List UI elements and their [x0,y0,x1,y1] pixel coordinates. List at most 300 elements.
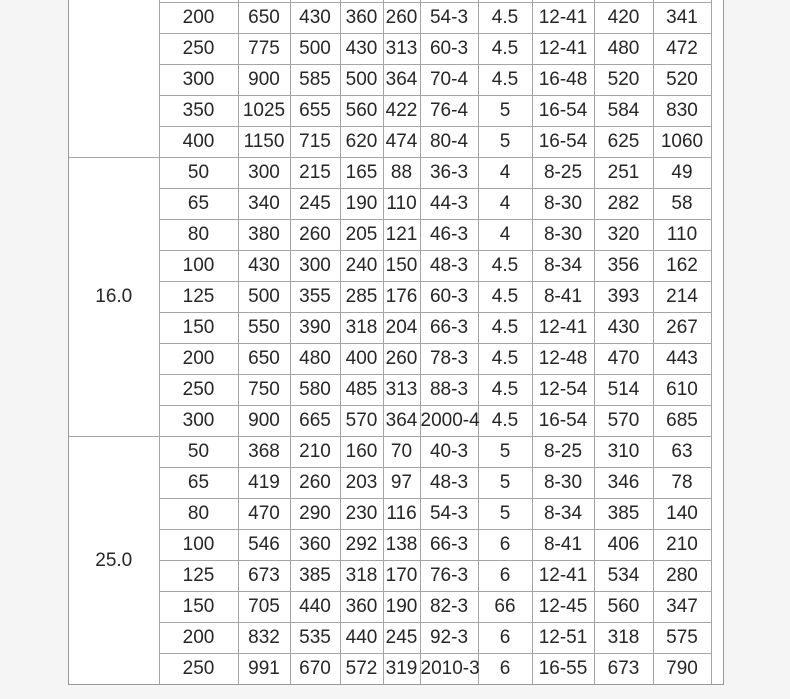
table-cell-value: 347 [666,596,698,617]
table-cell [238,468,290,499]
table-cell-value: 485 [345,379,378,400]
table-cell-value: 406 [607,534,640,555]
table-cell [238,189,290,220]
table-cell-value: 520 [607,69,640,90]
table-cell-value: 474 [385,131,418,152]
table-cell [340,375,383,406]
table-cell-value: 8-30 [543,193,583,214]
table-cell [478,96,532,127]
table-cell [340,3,383,34]
table-cell [478,654,532,685]
table-cell [340,127,383,158]
table-cell-value: 245 [385,627,418,648]
table-cell [290,251,340,282]
table-cell [238,220,290,251]
table-row [69,468,723,499]
table-cell-value: 620 [345,131,378,152]
table-cell-value: 92-3 [429,627,469,648]
table-cell-value: 4.5 [491,410,519,431]
table-cell [532,499,594,530]
table-cell-value: 160 [345,441,378,462]
table-cell [383,313,420,344]
table-cell-value: 176 [385,286,418,307]
table-cell-value: 65 [187,193,210,214]
table-cell-value: 470 [248,503,280,524]
spec-table [69,0,723,684]
table-cell [420,34,478,65]
table-cell-value: 575 [666,627,698,648]
table-cell [383,592,420,623]
table-right-gutter [711,251,723,282]
table-right-gutter [711,313,723,344]
table-cell-value: 16-54 [538,410,588,431]
table-cell [478,561,532,592]
table-cell-value: 251 [607,162,640,183]
table-cell [238,3,290,34]
table-cell-value: 1150 [243,131,285,152]
table-cell-value: 430 [248,255,280,276]
table-cell-value: 12-41 [538,7,588,28]
table-cell [383,127,420,158]
table-cell-value: 673 [607,658,640,679]
table-cell [594,499,653,530]
table-cell [238,251,290,282]
table-cell-value: 12-41 [538,317,588,338]
table-cell-value: 665 [299,410,331,431]
table-row [69,313,723,344]
table-cell [653,220,711,251]
table-cell-value: 400 [345,348,378,369]
table-cell-value: 200 [182,348,215,369]
table-cell [478,220,532,251]
table-cell [532,592,594,623]
table-cell-value: 76-3 [429,565,469,586]
table-cell [653,3,711,34]
table-cell [383,158,420,189]
table-cell-value: 8-34 [543,503,583,524]
table-cell [340,344,383,375]
table-cell-value: 205 [345,224,378,245]
table-cell-value: 50 [187,441,210,462]
table-cell-value: 8-41 [543,534,583,555]
table-cell-value: 48-3 [429,255,469,276]
table-cell [420,251,478,282]
table-cell [478,127,532,158]
table-cell-value: 267 [666,317,698,338]
table-cell [383,623,420,654]
table-right-gutter [711,654,723,685]
table-cell-value: 60-3 [429,38,469,59]
table-cell [159,375,238,406]
table-cell [383,3,420,34]
table-cell-value: 48-3 [429,472,469,493]
table-cell [532,158,594,189]
table-cell [238,313,290,344]
table-cell [238,375,290,406]
table-cell-value: 535 [299,627,331,648]
table-cell-value: 260 [385,348,418,369]
table-cell-value: 215 [299,162,331,183]
table-cell [159,468,238,499]
table-right-gutter [711,220,723,251]
table-cell-value: 572 [345,658,378,679]
table-cell-value: 4.5 [491,286,519,307]
table-cell-value: 570 [345,410,378,431]
table-cell [420,406,478,437]
table-cell-value: 12-51 [538,627,588,648]
table-cell [290,3,340,34]
table-cell [159,313,238,344]
table-cell [594,65,653,96]
table-cell [290,561,340,592]
table-cell-value: 393 [607,286,640,307]
table-cell-value: 36-3 [429,162,469,183]
table-cell-value: 360 [345,596,378,617]
table-cell [340,623,383,654]
table-cell-value: 250 [182,38,215,59]
table-cell-value: 214 [666,286,698,307]
table-cell-value: 340 [248,193,280,214]
table-cell-value: 650 [248,7,280,28]
table-cell [383,34,420,65]
table-cell [420,561,478,592]
table-cell-value: 110 [386,193,417,214]
table-cell [594,158,653,189]
table-cell-value: 300 [182,410,215,431]
table-cell [290,220,340,251]
table-cell [532,3,594,34]
table-row [69,96,723,127]
table-cell-value: 440 [345,627,378,648]
table-cell-value: 230 [345,503,378,524]
table-cell-value: 685 [666,410,698,431]
table-cell [290,375,340,406]
table-cell-value: 70-4 [429,69,469,90]
table-cell-value: 280 [666,565,698,586]
table-cell-value: 520 [666,69,698,90]
table-cell [532,313,594,344]
table-cell [383,561,420,592]
table-row [69,3,723,34]
table-cell-value: 360 [299,534,331,555]
table-cell [238,158,290,189]
table-cell [290,530,340,561]
table-cell-value: 4.5 [491,38,519,59]
table-cell [594,34,653,65]
table-cell [478,406,532,437]
table-cell-value: 500 [345,69,378,90]
table-cell-value: 80 [187,224,210,245]
table-cell [238,344,290,375]
table-cell [340,406,383,437]
table-cell-value: 204 [385,317,418,338]
table-cell [340,313,383,344]
table-cell-value: 625 [607,131,640,152]
table-cell-value: 12-45 [538,596,588,617]
table-cell-value: 584 [607,100,640,121]
table-cell-value: 5 [499,503,511,524]
table-cell [532,561,594,592]
table-cell [653,561,711,592]
table-cell [159,499,238,530]
table-cell [594,313,653,344]
table-cell [290,654,340,685]
table-cell [420,96,478,127]
table-cell-value: 110 [666,224,698,245]
table-cell-value: 320 [607,224,640,245]
table-cell [159,189,238,220]
table-cell [653,592,711,623]
table-cell-value: 419 [248,472,280,493]
table-cell-value: 610 [666,379,698,400]
table-cell-value: 66-3 [429,317,469,338]
table-cell-value: 355 [299,286,331,307]
table-cell [238,282,290,313]
table-cell [383,344,420,375]
table-cell-value: 6 [499,658,511,679]
table-cell [478,282,532,313]
table-cell [290,499,340,530]
table-right-gutter [711,437,723,468]
table-cell-value: 125 [182,286,215,307]
table-cell [383,251,420,282]
table-row [69,406,723,437]
table-cell-value: 585 [299,69,331,90]
table-cell-value: 190 [385,596,418,617]
table-cell [340,437,383,468]
table-cell-value: 16-48 [538,69,588,90]
table-cell [290,468,340,499]
table-cell-value: 12-41 [538,565,588,586]
table-cell [532,96,594,127]
table-cell [290,158,340,189]
table-cell [478,592,532,623]
table-right-gutter [711,592,723,623]
table-cell [340,468,383,499]
table-cell-value: 422 [385,100,418,121]
table-cell [478,251,532,282]
table-right-gutter [711,158,723,189]
table-cell [594,96,653,127]
group-label: 16.0 [69,158,159,437]
table-cell [594,127,653,158]
table-cell [653,468,711,499]
table-cell [290,592,340,623]
table-cell-value: 2000-4 [420,410,480,431]
table-cell [383,220,420,251]
table-cell-value: 250 [182,379,215,400]
table-cell-value: 16-54 [538,131,588,152]
table-cell-value: 318 [345,317,378,338]
table-cell [159,437,238,468]
table-cell-value: 313 [385,38,418,59]
table-cell [159,530,238,561]
table-cell [653,127,711,158]
table-cell-value: 170 [385,565,418,586]
table-cell-value: 282 [607,193,640,214]
table-cell-value: 420 [607,7,640,28]
table-right-gutter [711,34,723,65]
table-cell-value: 341 [666,7,698,28]
table-cell [653,530,711,561]
table-cell-value: 2010-3 [420,658,480,679]
table-cell [159,592,238,623]
table-cell [653,406,711,437]
table-cell [532,34,594,65]
table-cell-value: 5 [499,441,511,462]
table-row [69,623,723,654]
table-cell [594,375,653,406]
table-cell-value: 8-30 [543,472,583,493]
table-cell-value: 5 [499,472,511,493]
table-cell [290,406,340,437]
table-cell-value: 385 [607,503,640,524]
table-cell [594,344,653,375]
table-cell-value: 750 [248,379,280,400]
table-cell [420,158,478,189]
table-cell-value: 443 [666,348,698,369]
table-cell-value: 900 [248,410,280,431]
table-row [69,592,723,623]
table-cell-value: 88 [390,162,413,183]
spec-table-container [68,0,724,685]
table-cell-value: 16-55 [538,658,588,679]
table-cell [532,530,594,561]
table-cell [290,96,340,127]
table-cell-value: 63 [671,441,693,462]
table-cell [340,96,383,127]
table-cell-value: 8-30 [543,224,583,245]
table-cell-value: 76-4 [429,100,469,121]
table-cell [238,592,290,623]
table-cell-value: 50 [187,162,210,183]
table-cell-value: 65 [187,472,210,493]
table-cell [420,499,478,530]
table-cell-value: 310 [607,441,640,462]
table-cell [420,437,478,468]
table-cell [159,344,238,375]
table-cell [290,282,340,313]
table-cell-value: 673 [248,565,280,586]
table-cell [653,437,711,468]
table-cell [420,623,478,654]
table-cell [159,406,238,437]
table-cell [340,282,383,313]
table-cell [532,468,594,499]
table-cell [478,375,532,406]
table-cell [653,313,711,344]
table-cell-value: 190 [345,193,378,214]
table-cell [159,623,238,654]
table-cell-value: 560 [607,596,640,617]
table-cell [159,96,238,127]
table-cell [594,406,653,437]
table-cell [159,3,238,34]
table-cell-value: 300 [299,255,331,276]
table-cell-value: 292 [345,534,378,555]
table-cell [383,499,420,530]
table-cell-value: 1025 [242,100,286,121]
table-cell-value: 4 [499,162,511,183]
table-cell-value: 650 [248,348,280,369]
table-cell-value: 290 [299,503,331,524]
table-cell [238,127,290,158]
table-cell-value: 318 [607,627,640,648]
table-cell [532,220,594,251]
table-cell-value: 580 [299,379,331,400]
table-cell-value: 200 [182,7,215,28]
table-cell-value: 210 [299,441,331,462]
table-cell [290,623,340,654]
table-cell-value: 830 [666,100,698,121]
table-cell [532,437,594,468]
table-cell-value: 58 [671,193,693,214]
table-cell-value: 319 [385,658,418,679]
table-cell-value: 82-3 [429,596,469,617]
table-cell [420,313,478,344]
table-cell [594,437,653,468]
table-cell-value: 121 [385,224,418,245]
table-cell [383,189,420,220]
table-cell [653,654,711,685]
table-cell [238,623,290,654]
table-cell-value: 4.5 [491,317,519,338]
table-cell-value: 80 [187,503,210,524]
table-cell [383,96,420,127]
table-cell-value: 400 [182,131,215,152]
table-cell [383,654,420,685]
table-cell [594,251,653,282]
table-cell-value: 100 [182,255,215,276]
table-cell [420,654,478,685]
table-cell-value: 165 [345,162,378,183]
table-cell-value: 203 [345,472,378,493]
table-cell-value: 390 [299,317,331,338]
table-cell-value: 16-54 [538,100,588,121]
table-cell-value: 4.5 [491,255,519,276]
table-cell-value: 5 [499,131,511,152]
table-cell-value: 80-4 [429,131,469,152]
table-cell [340,499,383,530]
table-right-gutter [711,127,723,158]
table-cell [383,65,420,96]
table-cell [594,220,653,251]
table-cell [653,282,711,313]
table-row [69,375,723,406]
table-cell [478,499,532,530]
table-right-gutter [711,499,723,530]
table-cell-value: 385 [299,565,331,586]
table-cell [290,313,340,344]
table-cell [653,623,711,654]
table-cell [478,65,532,96]
table-cell-value: 200 [182,627,215,648]
table-cell [159,561,238,592]
table-cell [383,282,420,313]
table-cell-value: 54-3 [429,7,469,28]
table-cell [653,189,711,220]
table-cell [159,34,238,65]
table-cell [653,65,711,96]
table-cell [653,96,711,127]
table-cell-value: 300 [248,162,280,183]
table-row [69,654,723,685]
table-cell [290,127,340,158]
table-cell [420,530,478,561]
table-cell [340,654,383,685]
table-cell-value: 900 [248,69,280,90]
table-cell-value: 210 [666,534,698,555]
